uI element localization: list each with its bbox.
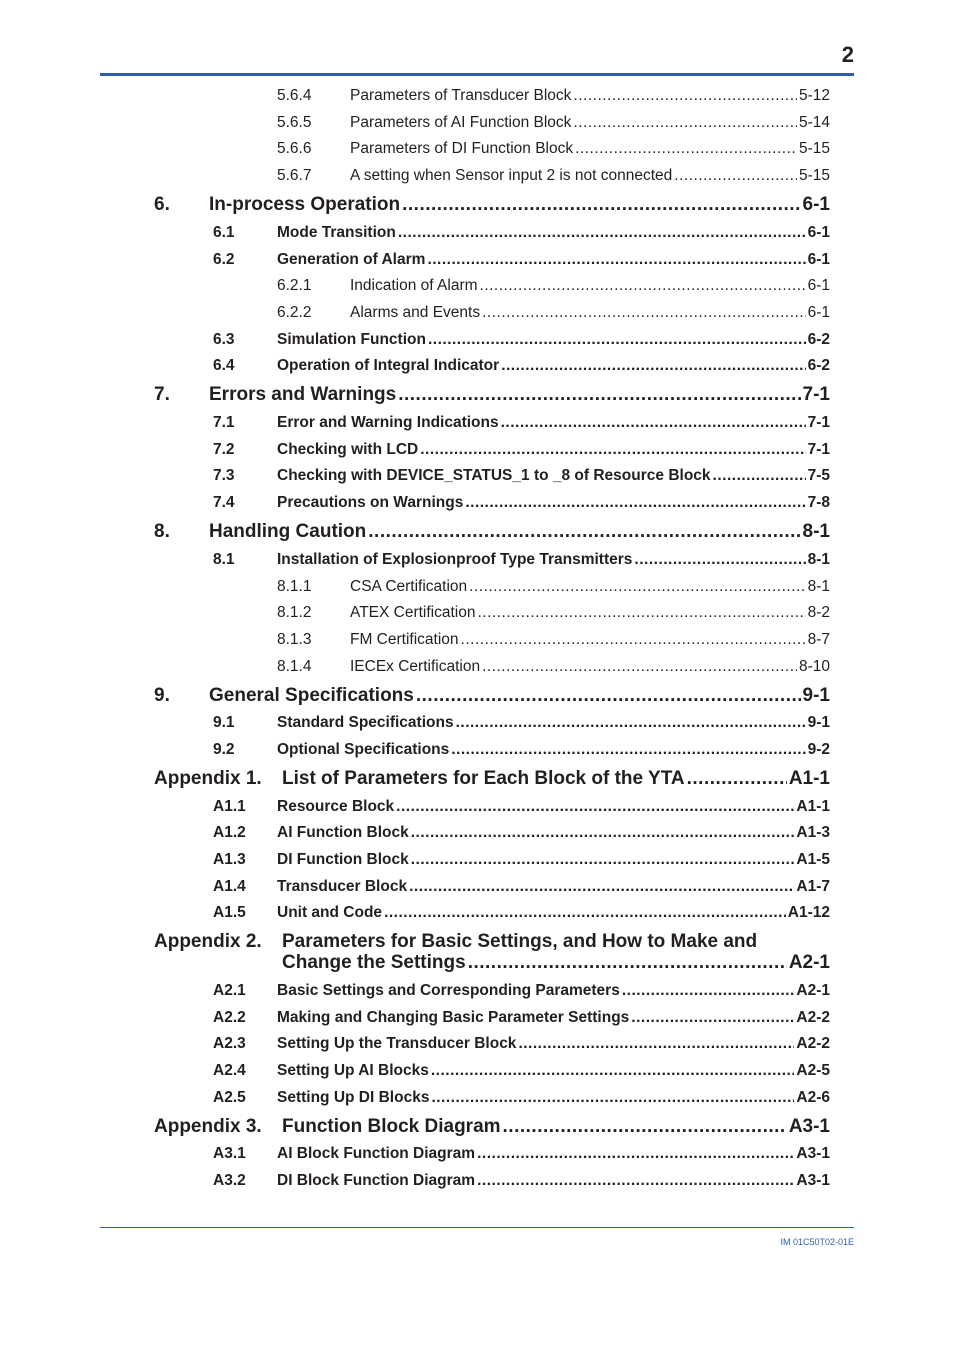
toc-entry[interactable] xyxy=(0,902,954,924)
toc-entry[interactable] xyxy=(0,1007,954,1029)
dot-leader xyxy=(477,1170,794,1192)
toc-entry-page: 6-1 xyxy=(802,194,830,215)
dot-leader xyxy=(480,275,806,297)
toc-entry-page: 5-15 xyxy=(798,167,830,184)
toc-entry[interactable] xyxy=(0,849,954,871)
dot-leader xyxy=(518,1033,794,1055)
toc-entry-number: 8.1.2 xyxy=(277,604,312,621)
toc-entry[interactable] xyxy=(0,222,954,244)
toc-entry-title: CSA Certification xyxy=(350,578,468,595)
toc-entry[interactable] xyxy=(0,930,954,976)
dot-leader xyxy=(713,465,806,487)
toc-entry-number: 8.1 xyxy=(213,551,235,568)
dot-leader xyxy=(477,602,805,624)
toc-entry-title: Precautions on Warnings xyxy=(277,494,464,511)
toc-entry-number: 8. xyxy=(154,521,170,542)
dot-leader xyxy=(477,1143,794,1165)
toc-entry-number: 6.2 xyxy=(213,251,235,268)
dot-leader xyxy=(398,383,800,407)
toc-entry-number: 5.6.4 xyxy=(277,87,312,104)
dot-leader xyxy=(622,980,795,1002)
dot-leader xyxy=(368,520,800,544)
toc-entry-title: Function Block Diagram xyxy=(282,1116,501,1137)
toc-entry[interactable] xyxy=(0,576,954,598)
dot-leader xyxy=(634,549,805,571)
toc-entry-number: 8.1.1 xyxy=(277,578,312,595)
toc-entry-number: A1.3 xyxy=(213,851,246,868)
toc-entry-title: Operation of Integral Indicator xyxy=(277,357,500,374)
toc-entry-title: Standard Specifications xyxy=(277,714,454,731)
toc-entry[interactable] xyxy=(0,85,954,107)
toc-entry[interactable] xyxy=(0,520,954,544)
toc-entry-page: 6-1 xyxy=(807,277,830,294)
toc-entry-page: A2-6 xyxy=(796,1089,830,1106)
toc-entry-page: 6-2 xyxy=(807,357,830,374)
toc-entry-page: 7-8 xyxy=(807,494,830,511)
toc-entry-title: Error and Warning Indications xyxy=(277,414,499,431)
toc-entry-page: 7-5 xyxy=(807,467,830,484)
toc-entry-page: A3-1 xyxy=(796,1172,830,1189)
toc-entry-title: Errors and Warnings xyxy=(209,384,397,405)
dot-leader xyxy=(427,249,805,271)
toc-entry[interactable] xyxy=(0,549,954,571)
toc-entry-number: 9.2 xyxy=(213,741,235,758)
toc-entry-page: A2-2 xyxy=(796,1035,830,1052)
toc-entry-page: 8-2 xyxy=(807,604,830,621)
dot-leader xyxy=(411,849,795,871)
toc-entry-title: Generation of Alarm xyxy=(277,251,426,268)
toc-entry-page: 5-12 xyxy=(798,87,830,104)
dot-leader xyxy=(411,822,795,844)
dot-leader xyxy=(431,1060,795,1082)
toc-entry-number: 5.6.7 xyxy=(277,167,312,184)
toc-entry-page: 8-1 xyxy=(807,578,830,595)
toc-entry[interactable] xyxy=(0,1170,954,1192)
page-number: 2 xyxy=(841,42,854,67)
dot-leader xyxy=(398,222,806,244)
toc-entry-page: A1-1 xyxy=(788,768,830,789)
toc-entry-number: A1.4 xyxy=(213,878,246,895)
dot-leader xyxy=(482,656,797,678)
toc-entry-title: A setting when Sensor input 2 is not connected xyxy=(350,167,673,184)
dot-leader xyxy=(402,193,800,217)
toc-entry-title: Simulation Function xyxy=(277,331,426,348)
toc-entry[interactable] xyxy=(0,249,954,271)
toc-entry[interactable] xyxy=(0,329,954,351)
dot-leader xyxy=(501,412,806,434)
toc-entry-number: 6.2.1 xyxy=(277,277,312,294)
toc-entry-page: 8-7 xyxy=(807,631,830,648)
dot-leader xyxy=(468,951,787,975)
toc-entry-number: A2.5 xyxy=(213,1089,246,1106)
toc-entry-page: 8-10 xyxy=(798,658,830,675)
toc-entry-number: A3.2 xyxy=(213,1172,246,1189)
toc-entry[interactable] xyxy=(0,876,954,898)
toc-entry-page: 6-2 xyxy=(807,331,830,348)
toc-entry-page: A2-1 xyxy=(796,982,830,999)
toc-entry-number: A2.2 xyxy=(213,1009,246,1026)
toc-entry-number: 5.6.5 xyxy=(277,114,312,131)
toc-entry-number: A1.5 xyxy=(213,904,246,921)
toc-entry-title: Checking with DEVICE_STATUS_1 to _8 of Resource Block xyxy=(277,467,711,484)
toc-entry-title: Transducer Block xyxy=(277,878,408,895)
toc-entry[interactable] xyxy=(0,302,954,324)
toc-entry-title: Handling Caution xyxy=(209,521,367,542)
toc-entry-title: Resource Block xyxy=(277,798,395,815)
toc-entry-page: A2-5 xyxy=(796,1062,830,1079)
toc-entry[interactable] xyxy=(0,355,954,377)
toc-entry-page: 6-1 xyxy=(807,304,830,321)
toc-entry[interactable] xyxy=(0,112,954,134)
toc-entry-number: 5.6.6 xyxy=(277,140,312,157)
footer-rule xyxy=(100,1227,854,1228)
toc-entry-page: 7-1 xyxy=(802,384,830,405)
toc-entry-title: AI Function Block xyxy=(277,824,409,841)
toc-entry-page: 6-1 xyxy=(807,224,830,241)
toc-entry-title: In-process Operation xyxy=(209,194,401,215)
toc-entry-title: Basic Settings and Corresponding Parameters xyxy=(277,982,620,999)
dot-leader xyxy=(431,1087,794,1109)
toc-entry-title: Alarms and Events xyxy=(350,304,481,321)
toc-entry-title: FM Certification xyxy=(350,631,459,648)
toc-entry[interactable] xyxy=(0,165,954,187)
toc-entry-page: 9-2 xyxy=(807,741,830,758)
toc-entry-number: A3.1 xyxy=(213,1145,246,1162)
header-rule xyxy=(100,73,854,76)
toc-entry-title: Installation of Explosionproof Type Transmitters xyxy=(277,551,633,568)
dot-leader xyxy=(482,302,806,324)
dot-leader xyxy=(573,112,797,134)
toc-entry[interactable] xyxy=(0,656,954,678)
toc-entry-page: 9-1 xyxy=(802,685,830,706)
toc-entry-page: A3-1 xyxy=(788,1116,830,1137)
toc-entry-title: DI Block Function Diagram xyxy=(277,1172,476,1189)
dot-leader xyxy=(409,876,794,898)
toc-entry[interactable] xyxy=(0,1143,954,1165)
toc-entry-title: Mode Transition xyxy=(277,224,396,241)
toc-entry-page: A2-1 xyxy=(788,952,830,973)
toc-entry-number: 6.4 xyxy=(213,357,235,374)
dot-leader xyxy=(674,165,797,187)
toc-entry-number: 6.2.2 xyxy=(277,304,312,321)
toc-entry-title: Setting Up AI Blocks xyxy=(277,1062,429,1079)
toc-entry-title: Setting Up DI Blocks xyxy=(277,1089,430,1106)
toc-entry-title: Indication of Alarm xyxy=(350,277,478,294)
toc-entry[interactable] xyxy=(0,796,954,818)
toc-entry-number: A1.2 xyxy=(213,824,246,841)
toc-entry[interactable] xyxy=(0,1060,954,1082)
toc-entry-title: List of Parameters for Each Block of the YTA xyxy=(282,768,685,789)
toc-entry-number: 6. xyxy=(154,194,170,215)
toc-entry-number: 7.3 xyxy=(213,467,235,484)
dot-leader xyxy=(469,576,805,598)
toc-entry-number: 7.4 xyxy=(213,494,235,511)
toc-entry-number: 8.1.3 xyxy=(277,631,312,648)
dot-leader xyxy=(461,629,806,651)
toc-entry[interactable] xyxy=(0,1115,954,1139)
toc-entry[interactable] xyxy=(0,275,954,297)
toc-entry-page: 7-1 xyxy=(807,414,830,431)
toc-entry-title: Change the Settings xyxy=(282,952,466,973)
toc-entry-title: IECEx Certification xyxy=(350,658,481,675)
toc-entry-title-line1: Parameters for Basic Settings, and How to Make and xyxy=(282,931,758,952)
toc-entry-number: A2.1 xyxy=(213,982,246,999)
toc-entry-page: A1-12 xyxy=(787,904,830,921)
toc-entry-page: A1-3 xyxy=(796,824,830,841)
toc-entry[interactable] xyxy=(0,767,954,791)
dot-leader xyxy=(428,329,806,351)
dot-leader xyxy=(631,1007,794,1029)
toc-entry-title: Parameters of Transducer Block xyxy=(350,87,572,104)
toc-entry-title: Unit and Code xyxy=(277,904,383,921)
toc-entry-number: 7.1 xyxy=(213,414,235,431)
toc-entry-page: A2-2 xyxy=(796,1009,830,1026)
dot-leader xyxy=(451,739,805,761)
dot-leader xyxy=(416,684,801,708)
toc-entry[interactable] xyxy=(0,629,954,651)
toc-entry-page: 8-1 xyxy=(802,521,830,542)
toc-entry[interactable] xyxy=(0,193,954,217)
toc-entry-page: A1-5 xyxy=(796,851,830,868)
toc-entry[interactable] xyxy=(0,465,954,487)
toc-entry-number: 9.1 xyxy=(213,714,235,731)
dot-leader xyxy=(420,439,805,461)
toc-entry-number: A1.1 xyxy=(213,798,246,815)
dot-leader xyxy=(501,355,805,377)
toc-entry[interactable] xyxy=(0,412,954,434)
toc-entry-number: 9. xyxy=(154,685,170,706)
toc-entry-number: 8.1.4 xyxy=(277,658,312,675)
toc-entry[interactable] xyxy=(0,1087,954,1109)
toc-entry[interactable] xyxy=(0,684,954,708)
toc-entry[interactable] xyxy=(0,980,954,1002)
toc-entry-page: A3-1 xyxy=(796,1145,830,1162)
toc-entry-page: A1-7 xyxy=(796,878,830,895)
toc-entry[interactable] xyxy=(0,602,954,624)
toc-entry[interactable] xyxy=(0,492,954,514)
toc-entry-number: 7.2 xyxy=(213,441,235,458)
dot-leader xyxy=(573,85,797,107)
dot-leader xyxy=(687,767,787,791)
toc-entry-page: A1-1 xyxy=(796,798,830,815)
toc-entry-page: 9-1 xyxy=(807,714,830,731)
toc-entry[interactable] xyxy=(0,712,954,734)
toc-entry[interactable] xyxy=(0,138,954,160)
toc-entry-title: Parameters of DI Function Block xyxy=(350,140,574,157)
dot-leader xyxy=(465,492,805,514)
toc-entry-title: Setting Up the Transducer Block xyxy=(277,1035,517,1052)
toc-entry-number: A2.3 xyxy=(213,1035,246,1052)
toc-entry-number: 7. xyxy=(154,384,170,405)
toc-entry-title: DI Function Block xyxy=(277,851,409,868)
dot-leader xyxy=(396,796,794,818)
dot-leader xyxy=(384,902,786,924)
toc-entry-number: Appendix 3. xyxy=(154,1116,262,1137)
toc-entry-number: A2.4 xyxy=(213,1062,246,1079)
toc-entry[interactable] xyxy=(0,822,954,844)
toc-entry-number: Appendix 1. xyxy=(154,768,262,789)
toc-entry-title: General Specifications xyxy=(209,685,414,706)
toc-entry-number: Appendix 2. xyxy=(154,931,262,952)
toc-entry[interactable] xyxy=(0,439,954,461)
dot-leader xyxy=(575,138,797,160)
toc-entry-page: 8-1 xyxy=(807,551,830,568)
dot-leader xyxy=(456,712,806,734)
toc-entry-title: Optional Specifications xyxy=(277,741,450,758)
toc-entry-title: AI Block Function Diagram xyxy=(277,1145,476,1162)
toc-entry[interactable] xyxy=(0,739,954,761)
toc-entry-page: 7-1 xyxy=(807,441,830,458)
toc-entry-title: Making and Changing Basic Parameter Settings xyxy=(277,1009,630,1026)
toc-entry-page: 5-15 xyxy=(798,140,830,157)
toc-entry-title: ATEX Certification xyxy=(350,604,476,621)
document-code: IM 01C50T02-01E xyxy=(780,1237,854,1247)
toc-entry-number: 6.3 xyxy=(213,331,235,348)
toc-entry-title: Checking with LCD xyxy=(277,441,419,458)
dot-leader xyxy=(503,1115,787,1139)
toc-entry[interactable] xyxy=(0,383,954,407)
toc-entry-page: 5-14 xyxy=(798,114,830,131)
toc-entry[interactable] xyxy=(0,1033,954,1055)
toc-entry-page: 6-1 xyxy=(807,251,830,268)
toc-entry-number: 6.1 xyxy=(213,224,235,241)
toc-entry-title: Parameters of AI Function Block xyxy=(350,114,572,131)
